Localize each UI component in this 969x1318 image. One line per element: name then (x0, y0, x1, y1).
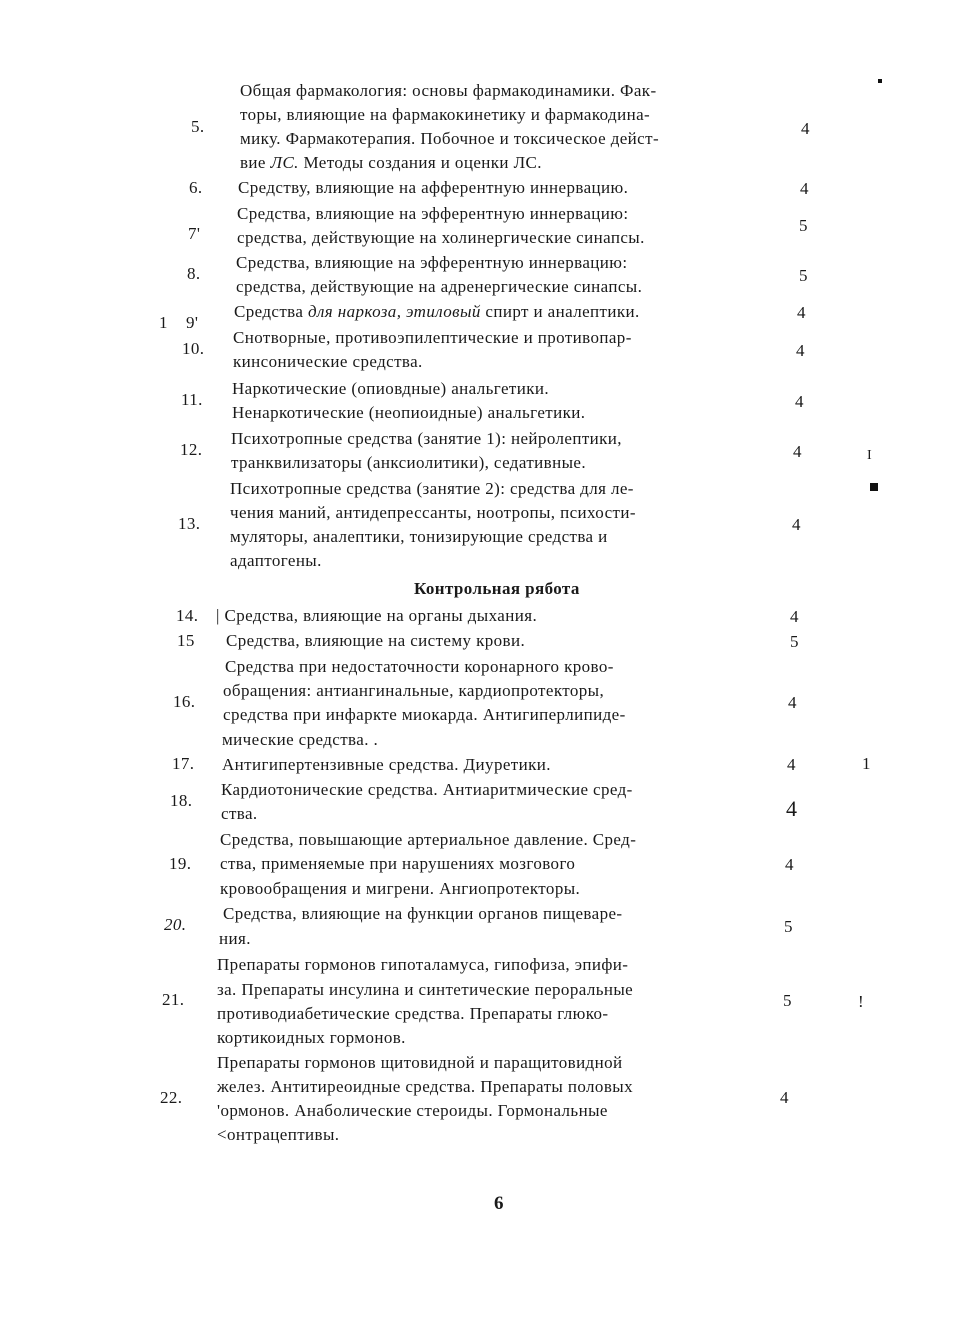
scan-speck (870, 483, 878, 491)
row-text: <онтрацептивы. (217, 1125, 340, 1144)
row-text: Средства, влияющие на функции органов пищеваре- (223, 904, 623, 923)
row-number: 14. (176, 606, 199, 625)
row-number: 22. (160, 1088, 183, 1107)
row-number: 9' (186, 313, 199, 332)
row-hours: 4 (786, 796, 798, 821)
row-text: за. Препараты инсулина и синтетические пероральные (217, 980, 634, 999)
row-hours: 5 (784, 917, 793, 936)
row-hours: 4 (800, 179, 809, 198)
row-text: обращения: антиангинальные, кардиопротекторы, (223, 681, 605, 700)
row-text: средства при инфаркте миокарда. Антигиперлипиде- (223, 705, 626, 724)
row-number: 16. (173, 692, 196, 711)
row-text: Средству, влияющие на афферентную иннервацию. (238, 178, 629, 197)
row-text: Психотропные средства (занятие 2): средства для ле- (230, 479, 634, 498)
row-hours: 5 (783, 991, 792, 1010)
row-hours: 4 (795, 392, 804, 411)
row-hours: 4 (801, 119, 810, 138)
row-text: желез. Антитиреоидные средства. Препараты половых (217, 1077, 633, 1096)
row-text: ства, применяемые при нарушениях мозгового (220, 854, 576, 873)
row-number: 21. (162, 990, 185, 1009)
margin-mark: ! (858, 992, 865, 1011)
row-text: Средства, влияющие на эфферентную иннервацию: (236, 253, 628, 272)
row-text: транквилизаторы (анксиолитики), седативные. (231, 453, 587, 472)
row-text: Средства для наркоза, этиловый спирт и аналептики. (234, 302, 640, 321)
row-text: Наркотические (опиовдные) анальгетики. (232, 379, 550, 398)
row-number: 5. (191, 117, 205, 136)
row-text: ния. (219, 929, 251, 948)
row-text: Снотворные, противоэпилептические и противопар- (233, 328, 632, 347)
margin-mark: I (867, 448, 873, 463)
row-number: 12. (180, 440, 203, 459)
row-hours: 5 (799, 216, 808, 235)
section-heading: Контрольная рябота (414, 579, 580, 598)
row-hours: 5 (799, 266, 808, 285)
row-text: мические средства. . (222, 730, 379, 749)
row-text: Средства, влияющие на систему крови. (226, 631, 526, 650)
row-number: 20. (164, 915, 187, 934)
row-text: вие ЛС. Методы создания и оценки ЛС. (240, 153, 542, 172)
row-number: 6. (189, 178, 203, 197)
row-number: 7' (188, 224, 201, 243)
row-number: 8. (187, 264, 201, 283)
row-text: Средства, влияющие на эфферентную иннервацию: (237, 204, 629, 223)
row-text: торы, влияющие на фармакокинетику и фармакодина- (240, 105, 651, 124)
row-hours: 4 (797, 303, 806, 322)
row-number: 19. (169, 854, 192, 873)
row-hours: 4 (780, 1088, 789, 1107)
row-text: кортикоидных гормонов. (217, 1028, 406, 1047)
row-hours: 4 (788, 693, 797, 712)
row-text: кинсонические средства. (233, 352, 423, 371)
row-text: ства. (221, 804, 258, 823)
row-text: Препараты гормонов щитовидной и паращитовидной (217, 1053, 623, 1072)
row-hours: 4 (796, 341, 805, 360)
row-text: Ненаркотические (неопиоидные) анальгетики. (232, 403, 586, 422)
row-text: | Средства, влияющие на органы дыхания. (216, 606, 538, 625)
row-text: Средства при недостаточности коронарного крово- (225, 657, 614, 676)
row-number: 10. (182, 339, 205, 358)
row-text: муляторы, аналептики, тонизирующие средства и (230, 527, 608, 546)
row-text: 'ормонов. Анаболические стероиды. Гормональные (217, 1101, 608, 1120)
row-hours: 4 (790, 607, 799, 626)
row-number: 13. (178, 514, 201, 533)
row-text: Антигипертензивные средства. Диуретики. (222, 755, 551, 774)
row-text: Кардиотонические средства. Антиаритмические сред- (221, 780, 633, 799)
row-text: Общая фармакология: основы фармакодинамики. Фак- (240, 81, 657, 100)
row-text: средства, действующие на холинергические синапсы. (237, 228, 645, 247)
page-number: 6 (494, 1193, 504, 1214)
row-text: средства, действующие на адренергические синапсы. (236, 277, 643, 296)
row-hours: 5 (790, 632, 799, 651)
row-hours: 4 (793, 442, 802, 461)
margin-mark: 1 (862, 754, 871, 773)
row-text: противодиабетические средства. Препараты глюко- (217, 1004, 609, 1023)
row-number: 18. (170, 791, 193, 810)
row-number: 15 (177, 631, 195, 650)
row-number: 11. (181, 390, 203, 409)
scan-speck (878, 79, 882, 83)
row-number: 17. (172, 754, 195, 773)
row-prefix: 1 (159, 313, 168, 332)
row-text: Психотропные средства (занятие 1): нейролептики, (231, 429, 622, 448)
row-text: Средства, повышающие артериальное давление. Сред- (220, 830, 637, 849)
row-text: чения маний, антидепрессанты, ноотропы, психости- (230, 503, 636, 522)
row-hours: 4 (787, 755, 796, 774)
row-hours: 4 (792, 515, 801, 534)
row-hours: 4 (785, 855, 794, 874)
row-text: мику. Фармакотерапия. Побочное и токсическое дейст- (240, 129, 660, 148)
row-text: адаптогены. (230, 551, 322, 570)
row-text: Препараты гормонов гипоталамуса, гипофиза, эпифи- (217, 955, 629, 974)
row-text: кровообращения и мигрени. Ангиопротекторы. (220, 879, 581, 898)
